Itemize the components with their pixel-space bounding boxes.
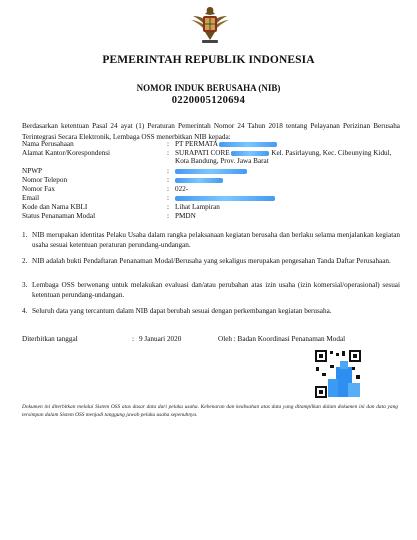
field-label: NPWP xyxy=(22,167,42,175)
issuer: Oleh : Badan Koordinasi Penanaman Modal xyxy=(218,335,346,343)
field-colon: : xyxy=(167,212,169,220)
redaction-mark xyxy=(175,169,247,174)
field-label: Alamat Kantor/Korespondensi xyxy=(22,149,111,157)
note-number: 1. xyxy=(22,231,28,239)
field-colon: : xyxy=(167,140,169,148)
field-value xyxy=(175,194,401,202)
field-value: Lihat Lampiran xyxy=(175,203,220,211)
document-title: NOMOR INDUK BERUSAHA (NIB) xyxy=(136,83,281,93)
note-number: 4. xyxy=(22,307,28,315)
redaction-mark xyxy=(175,196,275,201)
note-text: NIB adalah bukti Pendaftaran Penanaman Modal/Berusaha yang sekaligus merupakan pengesahan Tanda Daftar Perusahaan. xyxy=(32,257,391,265)
field-colon: : xyxy=(167,194,169,202)
field-colon: : xyxy=(167,176,169,184)
qr-code-icon xyxy=(314,349,362,399)
redaction-mark xyxy=(231,151,269,156)
note-text: Seluruh data yang tercantum dalam NIB dapat berubah sesuai dengan perkembangan kegiatan berusaha. xyxy=(32,307,332,315)
note-number: 2. xyxy=(22,257,28,265)
field-label: Status Penanaman Modal xyxy=(22,212,96,220)
garuda-emblem-icon xyxy=(189,4,231,46)
field-value: PMDN xyxy=(175,212,196,220)
note-text: NIB merupakan identitas Pelaku Usaha dalam rangka pelaksanaan kegiatan berusaha dan berlaku selama menjalankan kegiatan usaha sesuai ketentuan peraturan perundang-undangan. xyxy=(32,231,400,249)
intro-paragraph: Berdasarkan ketentuan Pasal 24 ayat (1) Peraturan Pemerintah Nomor 24 Tahun 2018 tentang Pelayanan Perizinan Berusaha Terintegrasi Secara Elektronik, Lembaga OSS menerbitkan NIB kepada: xyxy=(22,122,400,141)
note-number: 3. xyxy=(22,281,28,289)
field-capital-status xyxy=(22,212,402,222)
issued-date-value: 9 Januari 2020 xyxy=(139,335,182,343)
field-label: Email xyxy=(22,194,40,202)
redaction-mark xyxy=(219,142,277,147)
field-label: Nomor Fax xyxy=(22,185,55,193)
field-label: Nomor Telepon xyxy=(22,176,68,184)
field-label: Nama Perusahaan xyxy=(22,140,74,148)
issued-label: Diterbitkan tanggal xyxy=(22,335,78,343)
field-colon: : xyxy=(167,185,169,193)
note-text: Lembaga OSS berwenang untuk melakukan evaluasi dan/atau perubahan atas izin usaha (izin komersial/operasional) sesuai ketentuan perundang-undangan. xyxy=(32,281,400,299)
issued-colon: : xyxy=(132,335,134,343)
field-value xyxy=(175,149,401,165)
field-value xyxy=(175,167,401,175)
field-label: Kode dan Nama KBLI xyxy=(22,203,88,211)
field-value xyxy=(175,176,401,184)
redaction-mark xyxy=(175,178,223,183)
nib-number: 0220005120694 xyxy=(171,95,246,106)
company-name: PT PERMATA xyxy=(175,140,218,148)
address-street: SURAPATI CORE xyxy=(175,149,230,157)
field-value xyxy=(175,140,401,148)
field-colon: : xyxy=(167,149,169,157)
field-colon: : xyxy=(167,167,169,175)
field-value: 022- xyxy=(175,185,189,193)
footer-disclaimer: Dokumen ini diterbitkan melalui Sistem OSS atas dasar data dari pelaku usaha. Kebenaran dan keabsahan atas data yang ditampilkan dalam dokumen ini dan data yang tersimpan dalam Sistem OSS menjadi tanggung jawab pelaku usaha sepenuhnya. xyxy=(22,404,398,418)
government-title: PEMERINTAH REPUBLIK INDONESIA xyxy=(102,54,315,66)
field-colon: : xyxy=(167,203,169,211)
address-rest: Kel. Pasirlayung, Kec. Cibeunying Kidul, Kota Bandung, Prov. Jawa Barat xyxy=(175,149,392,166)
